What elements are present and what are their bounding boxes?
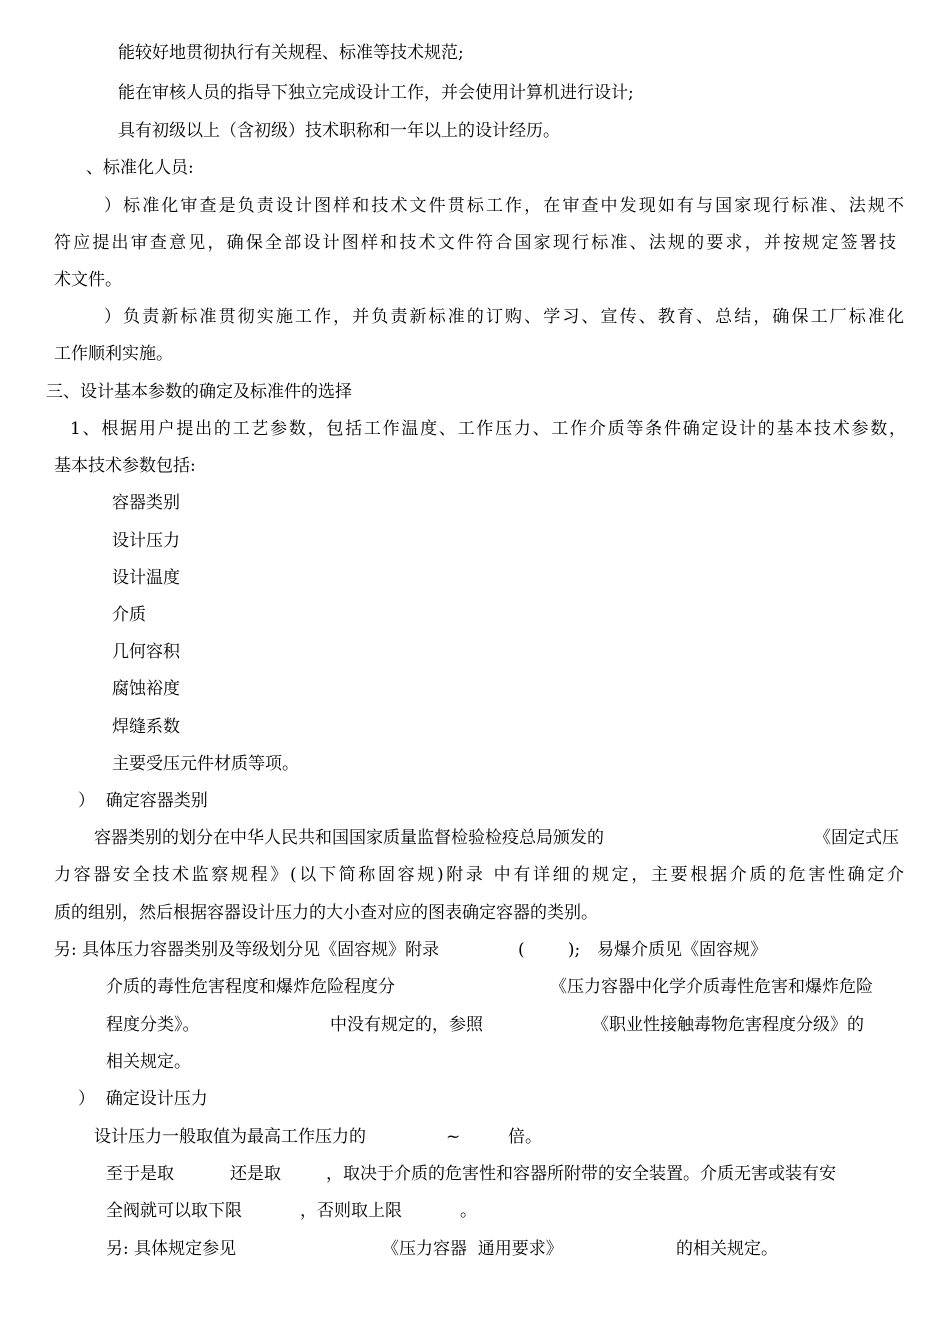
paragraph-line: ）标准化审查是负责设计图样和技术文件贯标工作，在审查中发现如有与国家现行标准、法规不 [104, 196, 904, 216]
subsection-heading: ） 确定设计压力 [78, 1089, 208, 1109]
paragraph-line: 。 [460, 1201, 477, 1221]
paragraph-line: 还是取 [230, 1164, 281, 1184]
list-item: 设计温度 [112, 568, 180, 588]
paragraph-line: 工作顺利实施。 [54, 344, 173, 364]
paragraph-line: 另: 具体压力容器类别及等级划分见《固容规》附录 [54, 940, 440, 960]
paragraph-line: 质的组别，然后根据容器设计压力的大小查对应的图表确定容器的类别。 [54, 903, 598, 923]
paragraph-line: 倍。 [508, 1127, 542, 1147]
paragraph-line: 介质的毒性危害程度和爆炸危险程度分 [106, 977, 395, 997]
paragraph-line: 另: 具体规定参见 [106, 1239, 237, 1259]
paragraph-line: 能在审核人员的指导下独立完成设计工作，并会使用计算机进行设计; [118, 83, 634, 103]
list-item: 腐蚀裕度 [112, 679, 180, 699]
paragraph-line: 符应提出审查意见，确保全部设计图样和技术文件符合国家现行标准、法规的要求，并按规定签署技 [54, 233, 896, 253]
paragraph-line: 中没有规定的，参照 [330, 1015, 483, 1035]
paragraph-line: 易爆介质见《固容规》 [597, 940, 767, 960]
paragraph-line: ( ); [518, 940, 581, 960]
paragraph-line: 至于是取 [106, 1164, 174, 1184]
paragraph-line: ，否则取上限 [300, 1201, 402, 1221]
paragraph-line: 全阀就可以取下限 [106, 1201, 242, 1221]
paragraph-line: ~ [446, 1127, 461, 1147]
list-item: 几何容积 [112, 642, 180, 662]
list-item: 设计压力 [112, 531, 180, 551]
subsection-heading: ） 确定容器类别 [78, 791, 208, 811]
paragraph-line: 具有初级以上（含初级）技术职称和一年以上的设计经历。 [118, 121, 560, 141]
paragraph-line: 设计压力一般取值为最高工作压力的 [94, 1127, 366, 1147]
paragraph-line: 术文件。 [54, 270, 122, 290]
paragraph-line: 基本技术参数包括: [54, 456, 196, 476]
list-item: 主要受压元件材质等项。 [112, 754, 299, 774]
subsection-heading: 、标准化人员: [86, 158, 194, 178]
paragraph-line: 《职业性接触毒物危害程度分级》的 [592, 1015, 864, 1035]
paragraph-line: 容器类别的划分在中华人民共和国国家质量监督检验检疫总局颁发的 [94, 828, 604, 848]
paragraph-line: ，取决于介质的危害性和容器所附带的安全装置。介质无害或装有安 [326, 1164, 836, 1184]
paragraph-line: 《固定式压 [814, 828, 899, 848]
paragraph-line: ）负责新标准贯彻实施工作，并负责新标准的订购、学习、宣传、教育、总结，确保工厂标准化 [104, 307, 904, 327]
paragraph-line: 能较好地贯彻执行有关规程、标准等技术规范; [118, 43, 464, 63]
paragraph-line: 程度分类》。 [106, 1015, 200, 1035]
paragraph-line: 相关规定。 [106, 1052, 191, 1072]
list-item: 介质 [112, 605, 146, 625]
list-item: 容器类别 [112, 493, 180, 513]
paragraph-line: 力容器安全技术监察规程》(以下简称固容规)附录 中有详细的规定，主要根据介质的危害性确定介 [54, 865, 904, 885]
section-heading: 三、设计基本参数的确定及标准件的选择 [46, 382, 352, 402]
paragraph-line: 1、根据用户提出的工艺参数，包括工作温度、工作压力、工作介质等条件确定设计的基本技术参数， [70, 419, 906, 439]
paragraph-line: 《压力容器中化学介质毒性危害和爆炸危险 [550, 977, 873, 997]
paragraph-line: 《压力容器 通用要求》 [382, 1239, 563, 1259]
paragraph-line: 的相关规定。 [676, 1239, 778, 1259]
list-item: 焊缝系数 [112, 717, 180, 737]
